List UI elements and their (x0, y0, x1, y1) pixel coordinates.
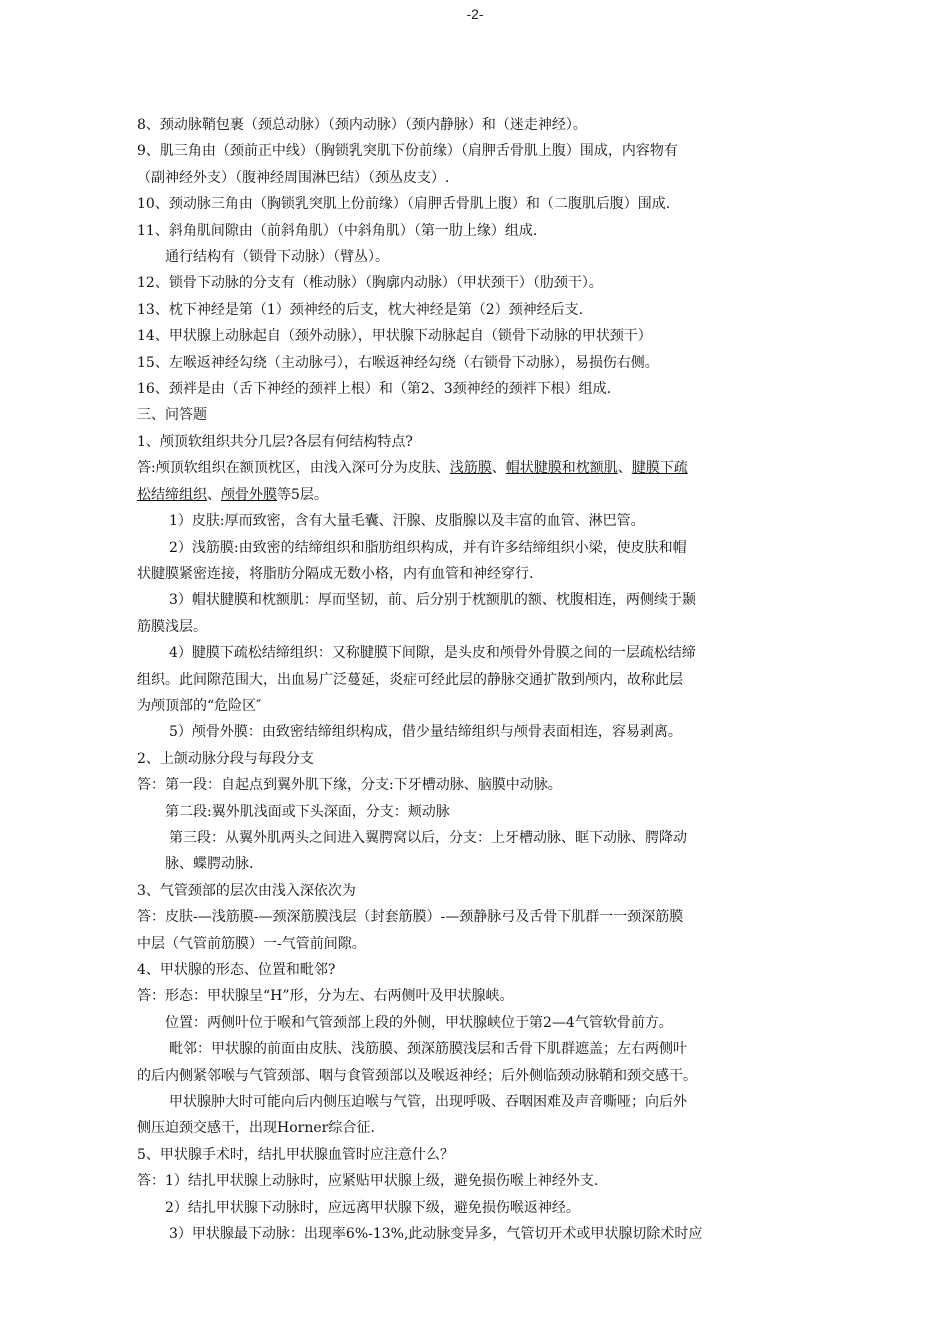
answer-4-neighbors-line1: 毗邻：甲状腺的前面由皮肤、浅筋膜、颈深筋膜浅层和舌骨下肌群遮盖；左右两侧叶 (169, 1041, 687, 1058)
fill-item-10: 10、颈动脉三角由（胸锁乳突肌上份前缘）（肩胛舌骨肌上腹）和（二腹肌后腹）围成. (137, 196, 671, 213)
answer-4-shape: 答：形态：甲状腺呈“H”形，分为左、右两侧叶及甲状腺峡。 (137, 988, 514, 1005)
answer-1-point-2-line1: 2）浅筋膜:由致密的结缔组织和脂肪组织构成，并有许多结缔组织小梁，使皮肤和帽 (169, 539, 687, 556)
underlined-term: 颅骨外膜 (221, 486, 277, 503)
answer-2-segment-2: 第二段:翼外肌浅面或下头深面，分支：颊动脉 (165, 803, 450, 820)
fill-item-11-line1: 11、斜角肌间隙由（前斜角肌）（中斜角肌）（第一肋上缘）组成. (137, 222, 538, 239)
answer-1-intro-line2 (137, 482, 817, 508)
fill-item-11-line2: 通行结构有（锁骨下动脉）（臂丛）。 (165, 249, 389, 266)
fill-item-12: 12、锁骨下动脉的分支有（椎动脉）（胸廓内动脉）（甲状颈干）（肋颈干）。 (137, 275, 603, 292)
answer-3-line1: 答：皮肤-—浅筋膜-—颈深筋膜浅层（封套筋膜）-—颈静脉弓及舌骨下肌群一一颈深筋膜 (137, 909, 684, 926)
page-number: -2- (466, 6, 484, 22)
answer-2-segment-3-line1: 第三段：从翼外肌两头之间进入翼腭窝以后，分支：上牙槽动脉、眶下动脉、腭降动 (169, 829, 687, 846)
fill-item-14: 14、甲状腺上动脉起自（颈外动脉），甲状腺下动脉起自（锁骨下动脉的甲状颈干） (137, 328, 652, 345)
question-5: 5、甲状腺手术时，结扎甲状腺血管时应注意什么？ (137, 1146, 454, 1163)
fill-item-15: 15、左喉返神经勾绕（主动脉弓），右喉返神经勾绕（右锁骨下动脉），易损伤右侧。 (137, 354, 659, 371)
answer-1-intro-line1 (137, 455, 817, 481)
answer-3-line2: 中层（气管前筋膜）一-气管前间隙。 (137, 935, 366, 952)
answer-1-point-3-line2: 筋膜浅层。 (137, 618, 207, 635)
answer-5-point-1: 答：1）结扎甲状腺上动脉时，应紧贴甲状腺上级，避免损伤喉上神经外支. (137, 1173, 599, 1190)
separator: 、 (617, 460, 632, 477)
fill-item-13: 13、枕下神经是第（1）颈神经的后支，枕大神经是第（2）颈神经后支. (137, 301, 584, 318)
answer-1-point-4-line3: 为颅顶部的“危险区″ (137, 697, 262, 714)
answer-1-point-4-line2: 组织。此间隙范围大，出血易广泛蔓延，炎症可经此层的静脉交通扩散到颅内，故称此层 (137, 671, 683, 688)
fill-item-9-line1: 9、肌三角由（颈前正中线）（胸锁乳突肌下份前缘）（肩胛舌骨肌上腹）围成，内容物有 (137, 143, 678, 160)
answer-4-enlargement-line2: 侧压迫颈交感干，出现Horner综合征. (137, 1120, 375, 1137)
question-2: 2、上颌动脉分段与每段分支 (137, 750, 314, 767)
answer-1-point-2-line2: 状腱膜紧密连接，将脂肪分隔成无数小格，内有血管和神经穿行. (137, 565, 534, 582)
answer-5-point-2: 2）结扎甲状腺下动脉时，应远离甲状腺下级，避免损伤喉返神经。 (165, 1199, 580, 1216)
section-heading: 三、问答题 (137, 407, 207, 424)
answer-4-position: 位置：两侧叶位于喉和气管颈部上段的外侧，甲状腺峡位于第2—4气管软骨前方。 (165, 1014, 673, 1031)
answer-2-segment-1: 答：第一段：自起点到翼外肌下缘，分支:下牙槽动脉、脑膜中动脉。 (137, 777, 562, 794)
answer-1-point-4-line1: 4）腱膜下疏松结缔组织：又称腱膜下间隙，是头皮和颅骨外骨膜之间的一层疏松结缔 (169, 645, 696, 662)
fill-item-16: 16、颈袢是由（舌下神经的颈袢上根）和（第2、3颈神经的颈袢下根）组成. (137, 381, 612, 398)
fill-item-9-line2: （副神经外支）（腹神经周围淋巴结）（颈丛皮支）. (137, 169, 450, 186)
answer-1-point-5: 5）颅骨外膜：由致密结缔组织构成，借少量结缔组织与颅骨表面相连，容易剥离。 (169, 724, 682, 741)
answer-4-enlargement-line1: 甲状腺肿大时可能向后内侧压迫喉与气管，出现呼吸、吞咽困难及声音嘶哑；向后外 (169, 1094, 687, 1111)
separator: 、 (491, 460, 506, 477)
underlined-term: 腱膜下疏 (631, 460, 688, 477)
separator: 、 (207, 486, 221, 503)
answer-1-intro-text: 答:颅顶软组织在额顶枕区，由浅入深可分为皮肤、 (137, 460, 450, 477)
answer-4-neighbors-line2: 的后内侧紧邻喉与气管颈部、咽与食管颈部以及喉返神经；后外侧临颈动脉鞘和颈交感干。 (137, 1067, 697, 1084)
fill-item-8: 8、颈动脉鞘包裹（颈总动脉）（颈内动脉）（颈内静脉）和（迷走神经）。 (137, 117, 587, 133)
answer-5-point-3: 3）甲状腺最下动脉：出现率6%-13%,此动脉变异多，气管切开术或甲状腺切除术时应 (169, 1226, 703, 1243)
answer-1-intro-end: 等5层。 (277, 486, 328, 503)
document-body (137, 112, 817, 1247)
question-3: 3、气管颈部的层次由浅入深依次为 (137, 882, 356, 899)
underlined-term: 帽状腱膜和枕额肌 (505, 460, 618, 477)
question-1: 1、颅顶软组织共分几层?各层有何结构特点? (137, 433, 413, 450)
answer-1-point-3-line1: 3）帽状腱膜和枕额肌：厚而坚韧，前、后分别于枕额肌的额、枕腹相连，两侧续于颞 (169, 592, 696, 609)
underlined-term: 松结缔组织 (137, 486, 207, 503)
underlined-term: 浅筋膜 (449, 460, 492, 477)
answer-2-segment-3-line2: 脉、蝶腭动脉. (165, 856, 254, 873)
answer-1-point-1: 1）皮肤:厚而致密，含有大量毛囊、汗腺、皮脂腺以及丰富的血管、淋巴管。 (169, 513, 645, 530)
question-4: 4、甲状腺的形态、位置和毗邻? (137, 962, 336, 978)
